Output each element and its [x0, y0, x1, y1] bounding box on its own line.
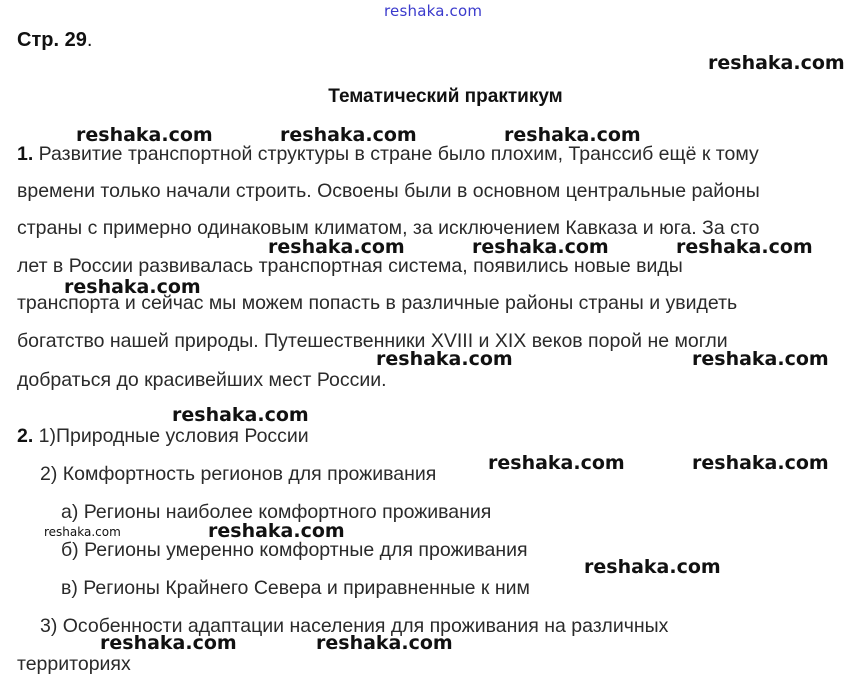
section2-item-2: 2) Комфортность регионов для проживания [40, 463, 437, 485]
page-title: Тематический практикум [328, 86, 563, 107]
section1-line-4: лет в России развивалась транспортная система, появились новые виды [17, 255, 683, 277]
section1-line-2: времени только начали строить. Освоены были в основном центральные районы [17, 180, 760, 202]
section1-number: 1. [17, 143, 34, 165]
watermark: reshaka.com [504, 124, 641, 146]
top-watermark: reshaka.com [384, 2, 483, 20]
section2-item-2c: в) Регионы Крайнего Севера и приравненные к ним [61, 577, 530, 599]
watermark: reshaka.com [280, 124, 417, 146]
section1-line-5: транспорта и сейчас мы можем попасть в различные районы страны и увидеть [17, 292, 738, 314]
section2-item-2a: а) Регионы наиболее комфортного проживания [61, 501, 492, 523]
section2-number: 2. [17, 425, 34, 447]
watermark: reshaka.com [172, 404, 309, 426]
watermark: reshaka.com [268, 236, 405, 258]
section1-line-3: страны с примерно одинаковым климатом, за исключением Кавказа и юга. За сто [17, 217, 760, 239]
section2-item-3: 3) Особенности адаптации населения для проживания на различных [40, 615, 669, 637]
watermark-small: reshaka.com [44, 525, 121, 539]
watermark: reshaka.com [100, 632, 237, 654]
watermark: reshaka.com [376, 348, 513, 370]
section2-item-3-cont: территориях [17, 653, 131, 675]
watermark: reshaka.com [472, 236, 609, 258]
watermark: reshaka.com [692, 452, 829, 474]
section1-line-7: добраться до красивейших мест России. [17, 369, 387, 391]
watermark: reshaka.com [676, 236, 813, 258]
watermark: reshaka.com [64, 276, 201, 298]
section2-item-1-text: 1)Природные условия России [33, 425, 309, 447]
section1-line-6: богатство нашей природы. Путешественники XVIII и XIX веков порой не могли [17, 330, 728, 352]
section2-item-2b: б) Регионы умеренно комфортные для проживания [61, 539, 528, 561]
section1-line-1-text: Развитие транспортной структуры в стране было плохим, Транссиб ещё к тому [33, 143, 759, 165]
page-number-text: Стр. 29 [17, 29, 87, 51]
watermark: reshaka.com [76, 124, 213, 146]
watermark: reshaka.com [708, 52, 845, 74]
section2-item-1 [17, 424, 309, 448]
watermark: reshaka.com [208, 520, 345, 542]
page-number-period: . [86, 29, 93, 51]
watermark: reshaka.com [488, 452, 625, 474]
watermark: reshaka.com [316, 632, 453, 654]
watermark: reshaka.com [584, 556, 721, 578]
page-number [17, 29, 92, 52]
watermark: reshaka.com [692, 348, 829, 370]
